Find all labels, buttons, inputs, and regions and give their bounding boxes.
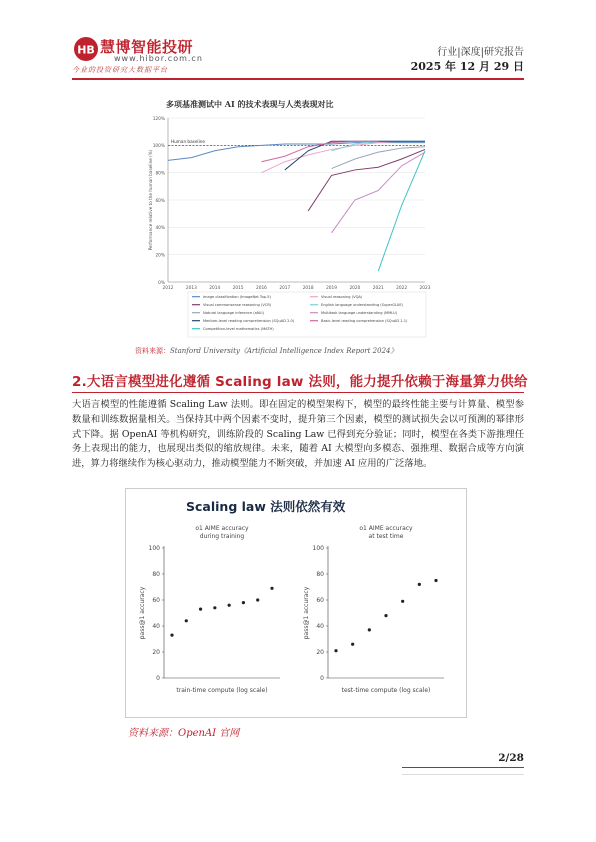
x-tick-label: 2017 — [279, 286, 291, 291]
scatter-point — [213, 606, 216, 609]
y-tick-label: 20 — [152, 649, 160, 656]
scatter-point — [401, 600, 404, 603]
panel-title-line2: during training — [199, 533, 245, 540]
figure2-title: Scaling law 法则依然有效 — [186, 499, 346, 514]
legend-entry: Multitask language understanding (MMLU) — [321, 311, 398, 315]
y-tick-label: 60% — [155, 198, 165, 204]
report-category: 行业|深度|研究报告 — [437, 47, 524, 58]
scatter-point — [418, 583, 421, 586]
x-tick-label: 2014 — [209, 286, 221, 291]
panel-title-line1: o1 AIME accuracy — [359, 525, 413, 532]
y-tick-label: 40% — [155, 226, 165, 232]
y-tick-label: 40 — [316, 623, 324, 630]
figure1-title: 多项基准测试中 AI 的技术表现与人类表现对比 — [166, 99, 334, 109]
x-tick-label: 2022 — [396, 286, 408, 291]
header-divider — [72, 78, 524, 80]
x-axis-title: test-time compute (log scale) — [341, 687, 431, 694]
y-tick-label: 60 — [152, 597, 160, 604]
legend-entry: Natural language inference (aNLI) — [203, 311, 264, 315]
site-url: www.hibor.com.cn — [114, 54, 203, 63]
section-divider — [72, 392, 524, 393]
y-axis-title: pass@1 accuracy — [303, 586, 310, 640]
y-tick-label: 80% — [155, 171, 165, 177]
x-tick-label: 2016 — [255, 286, 267, 291]
y-tick-label: 20% — [155, 253, 165, 259]
scatter-point — [270, 587, 273, 590]
legend-entry: Visual commonsense reasoning (VCR) — [203, 303, 272, 307]
y-tick-label: 40 — [152, 623, 160, 630]
scatter-point — [434, 579, 437, 582]
scatter-point — [199, 608, 202, 611]
scatter-point — [334, 649, 337, 652]
scatter-point — [368, 628, 371, 631]
x-tick-label: 2018 — [302, 286, 314, 291]
legend-entry: Competition-level mathematics (MATH) — [203, 327, 274, 331]
scatter-point — [242, 601, 245, 604]
scatter-point — [384, 614, 387, 617]
y-axis-title: Performance relative to the human baseline (%) — [148, 149, 153, 251]
x-tick-label: 2013 — [185, 286, 197, 291]
y-tick-label: 100 — [312, 545, 324, 552]
report-date: 2025 年 12 月 29 日 — [410, 60, 524, 73]
legend-entry: English language understanding (SuperGLUE) — [321, 303, 404, 307]
x-tick-label: 2012 — [162, 286, 174, 291]
logo-icon — [72, 36, 100, 62]
series-line — [332, 152, 425, 233]
scatter-point — [228, 604, 231, 607]
y-tick-label: 100% — [152, 144, 165, 150]
human-baseline-label: Human baseline — [171, 138, 205, 144]
x-axis-title: train-time compute (log scale) — [176, 687, 268, 694]
series-line — [378, 151, 425, 271]
y-tick-label: 60 — [316, 597, 324, 604]
y-tick-label: 120% — [152, 116, 165, 122]
section-paragraph: 大语言模型的性能遵循 Scaling Law 法则。即在固定的模型架构下，模型的最终性能主要与计算量、模型参数量和训练数据量相关。当保持其中两个因素不变时，提升第三个因素，模型的测试损失会以可预测的幂律形式下降。据 OpenAI 等机构研究，训练阶段的 Scaling Law 已得到充分验证；同时，模型在各类下游推理任务上表现出的能力，也展现出类似的缩放规律。未来，随着 AI 大模型向多模态、强推理、数据合成等方向演进，算力将继续作为核心驱动力，推动模型能力不断突破，并加速 AI 应用的广泛落地。 — [72, 399, 524, 470]
x-tick-label: 2015 — [232, 286, 244, 291]
y-tick-label: 80 — [152, 571, 160, 578]
section-heading: 2.大语言模型进化遵循 Scaling law 法则，能力提升依赖于海量算力供给 — [72, 374, 528, 390]
benchmark-line-chart — [140, 110, 440, 345]
y-tick-label: 80 — [316, 571, 324, 578]
y-tick-label: 20 — [316, 649, 324, 656]
scatter-point — [185, 619, 188, 622]
x-tick-label: 2021 — [372, 286, 384, 291]
scatter-point — [351, 643, 354, 646]
logo-text: 慧博智能投研 — [100, 38, 194, 56]
scaling-scatter-charts — [130, 520, 460, 710]
y-tick-label: 0 — [156, 675, 160, 682]
series-line — [332, 147, 425, 169]
legend-entry: Image classification (ImageNet Top-5) — [203, 295, 271, 299]
x-tick-label: 2023 — [419, 286, 431, 291]
figure2-source: 资料来源：OpenAI 官网 — [128, 728, 240, 739]
x-tick-label: 2019 — [326, 286, 338, 291]
y-axis-title: pass@1 accuracy — [139, 586, 146, 640]
svg-text:HB: HB — [77, 43, 95, 57]
y-tick-label: 0 — [320, 675, 324, 682]
panel-title-line2: at test time — [368, 533, 404, 540]
panel-title-line1: o1 AIME accuracy — [195, 525, 249, 532]
scatter-point — [256, 598, 259, 601]
figure1-source — [135, 346, 398, 356]
series-line — [308, 149, 425, 211]
footer-divider — [402, 767, 524, 768]
site-slogan: 今业的投资研究大数据平台 — [72, 66, 168, 74]
scatter-point — [170, 634, 173, 637]
legend-entry: Medium-level reading comprehension (SQuAD 2.0) — [203, 319, 295, 323]
figure1-source-text: Stanford University《Artificial Intelligence Index Report 2024》 — [170, 347, 398, 355]
y-tick-label: 100 — [148, 545, 160, 552]
page-number: 2/28 — [498, 752, 524, 764]
figure1-source-label: 资料来源： — [135, 347, 170, 355]
x-tick-label: 2020 — [349, 286, 361, 291]
y-tick-label: 0% — [158, 280, 165, 286]
legend-entry: Visual reasoning (VQA) — [321, 295, 363, 299]
legend-entry: Basic-level reading comprehension (SQuAD 1.1) — [321, 319, 408, 323]
footer-divider-light — [402, 774, 524, 775]
